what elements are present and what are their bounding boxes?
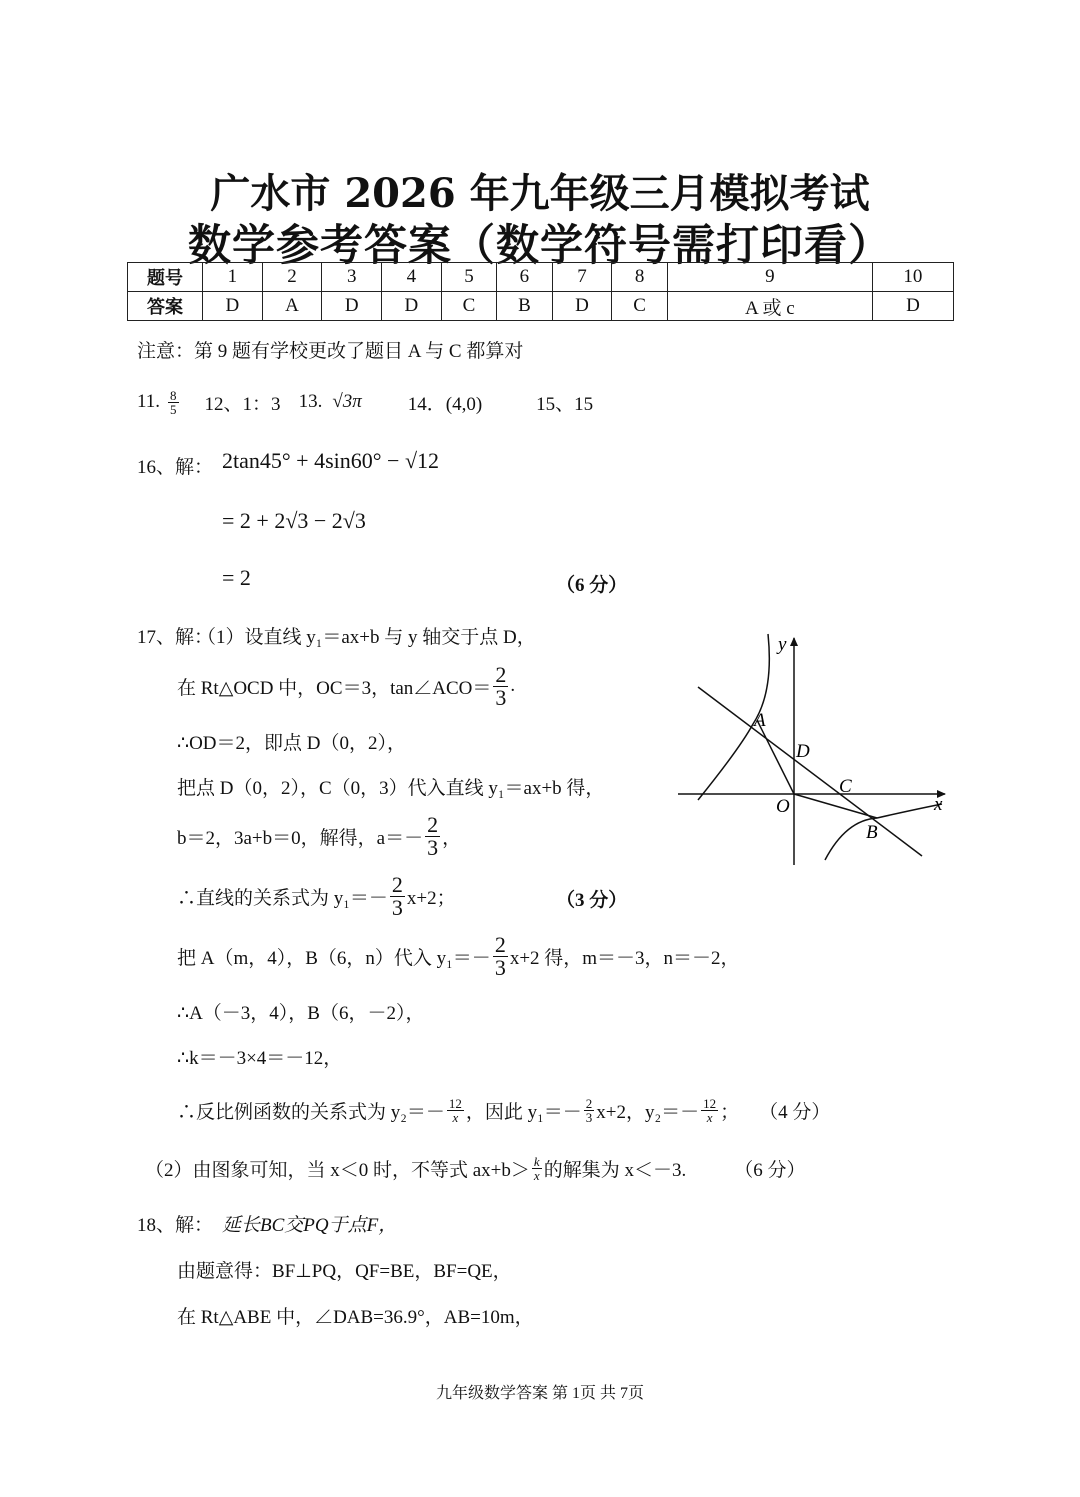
answer-table	[127, 262, 954, 321]
line-y1	[698, 687, 922, 856]
table-cell: 4	[382, 263, 442, 292]
label-O: O	[776, 796, 790, 817]
table-cell: 6	[497, 263, 552, 292]
q17-line2	[177, 660, 515, 712]
table-cell: D	[382, 292, 442, 321]
q17-score-4: （4 分）	[759, 1101, 831, 1123]
table-cell: A 或 c	[667, 292, 872, 321]
table-cell: D	[322, 292, 382, 321]
q17-line2-end: .	[510, 675, 516, 696]
q17-line5	[177, 810, 461, 862]
fraction: $\frac{12}{x}$	[448, 1095, 462, 1125]
table-cell: 9	[667, 263, 872, 292]
q17-line1: （1）设直线 y₁＝ax+b 与 y 轴交于点 D，	[197, 627, 536, 648]
q17-part2-text: （2）由图象可知，当 x＜0 时，不等式 ax+b＞	[145, 1159, 530, 1181]
answer-row	[128, 292, 954, 321]
table-cell: 10	[872, 263, 953, 292]
q16-score: （6 分）	[556, 575, 628, 596]
answer-title: 数学参考答案（数学符号需打印看）	[188, 221, 892, 271]
q16-line1: 2tan45° + 4sin60° − √12	[222, 448, 440, 473]
q17-line6	[177, 870, 456, 922]
label-A: A	[754, 710, 766, 731]
q17-line5-end: ，	[442, 827, 462, 849]
label-C: C	[839, 776, 852, 797]
table-cell: A	[262, 292, 322, 321]
segment-AO	[757, 720, 794, 794]
table-cell: D	[872, 292, 953, 321]
q17-line4: 把点 D（0，2），C（0，3）代入直线 y₁＝ax+b 得，	[177, 778, 605, 799]
q17-line8: ∴A（－3，4），B（6，－2），	[177, 1003, 425, 1024]
q17-line10-text3: x+2，y₂＝－	[596, 1101, 700, 1123]
fill-blank-answers	[137, 382, 593, 422]
q18-line3: 在 Rt△ABE 中，∠DAB=36.9°，AB=10m，	[177, 1307, 534, 1328]
label-B: B	[866, 822, 878, 843]
table-cell: D	[203, 292, 263, 321]
q17-score-6: （6 分）	[734, 1159, 806, 1181]
fraction: $\frac{k}{x}$	[533, 1153, 540, 1183]
q17-line10-text: ∴反比例函数的关系式为 y₂＝－	[177, 1101, 445, 1123]
table-cell: B	[497, 292, 552, 321]
segment-OB	[794, 794, 877, 818]
q17-part2	[145, 1146, 805, 1190]
fraction: $\frac{2}{3}$	[585, 1095, 593, 1125]
q17-line5-text: b＝2，3a+b＝0，解得，a＝－	[177, 827, 424, 849]
table-cell: C	[612, 292, 667, 321]
label-D: D	[796, 741, 810, 762]
fraction: $\frac{2}{3}$	[391, 871, 403, 920]
q18-label: 18、解：	[137, 1215, 214, 1236]
exam-title: 广水市 2026 年九年级三月模拟考试	[210, 170, 870, 217]
table-cell: 7	[552, 263, 612, 292]
q17-line6-end: x+2；	[406, 887, 456, 909]
row-label: 题号	[128, 263, 203, 292]
q17-line10-end: ；	[720, 1101, 740, 1123]
fraction: $\frac{12}{x}$	[703, 1095, 717, 1125]
fraction: $\frac{2}{3}$	[495, 661, 507, 710]
q17-line10	[177, 1088, 830, 1132]
q11-fraction: $\frac{8}{5}$	[170, 387, 177, 417]
label-y: y	[778, 634, 787, 655]
q14-answer: 14．(4,0)	[407, 393, 483, 415]
question-number-row	[128, 263, 954, 292]
q17-line10-text2: ，因此 y₁＝－	[465, 1101, 582, 1123]
q18-line2: 由题意得：BF⊥PQ，QF=BE，BF=QE，	[177, 1261, 512, 1282]
row-label: 答案	[128, 292, 203, 321]
q17-line6-text: ∴直线的关系式为 y₁＝－	[177, 887, 388, 909]
table-cell: 2	[262, 263, 322, 292]
table-cell: C	[441, 292, 496, 321]
q17-line7	[177, 930, 740, 982]
q12-answer: 12、1：3	[204, 393, 281, 415]
note: 注意：第 9 题有学校更改了题目 A 与 C 都算对	[137, 341, 524, 362]
table-cell: 1	[203, 263, 263, 292]
table-cell: D	[552, 292, 612, 321]
q13-answer: √3π	[332, 391, 362, 412]
table-cell: 8	[612, 263, 667, 292]
q17-score-3: （3 分）	[556, 890, 628, 911]
q16-line2: = 2 + 2√3 − 2√3	[222, 508, 366, 533]
q16-label: 16、解：	[137, 457, 214, 478]
q17-line7-end: x+2 得，m＝－3，n＝－2，	[509, 947, 740, 969]
q17-label: 17、解：	[137, 627, 214, 648]
q17-line3: ∴OD＝2，即点 D（0，2），	[177, 733, 407, 754]
hyperbola-branch-right	[825, 804, 942, 860]
q15-answer: 15、15	[536, 393, 594, 415]
page-footer: 九年级数学答案 第 1页 共 7页	[435, 1385, 644, 1402]
table-cell: 3	[322, 263, 382, 292]
q17-part2-end: 的解集为 x＜－3.	[543, 1159, 687, 1181]
table-cell: 5	[441, 263, 496, 292]
label-x: x	[934, 794, 943, 815]
q17-line7-text: 把 A（m，4），B（6，n）代入 y₁＝－	[177, 947, 491, 969]
q17-line9: ∴k＝－3×4＝－12，	[177, 1048, 343, 1069]
fraction: $\frac{2}{3}$	[427, 811, 439, 860]
q17-line2-text: 在 Rt△OCD 中，OC＝3，tan∠ACO＝	[177, 677, 492, 699]
q18-line1: 延长BC交PQ于点F，	[222, 1215, 398, 1236]
fraction: $\frac{2}{3}$	[494, 931, 506, 980]
q13-label: 13.	[298, 391, 323, 412]
q11-label: 11.	[137, 391, 161, 412]
function-graph	[670, 630, 960, 880]
q16-line3: = 2	[222, 565, 251, 590]
